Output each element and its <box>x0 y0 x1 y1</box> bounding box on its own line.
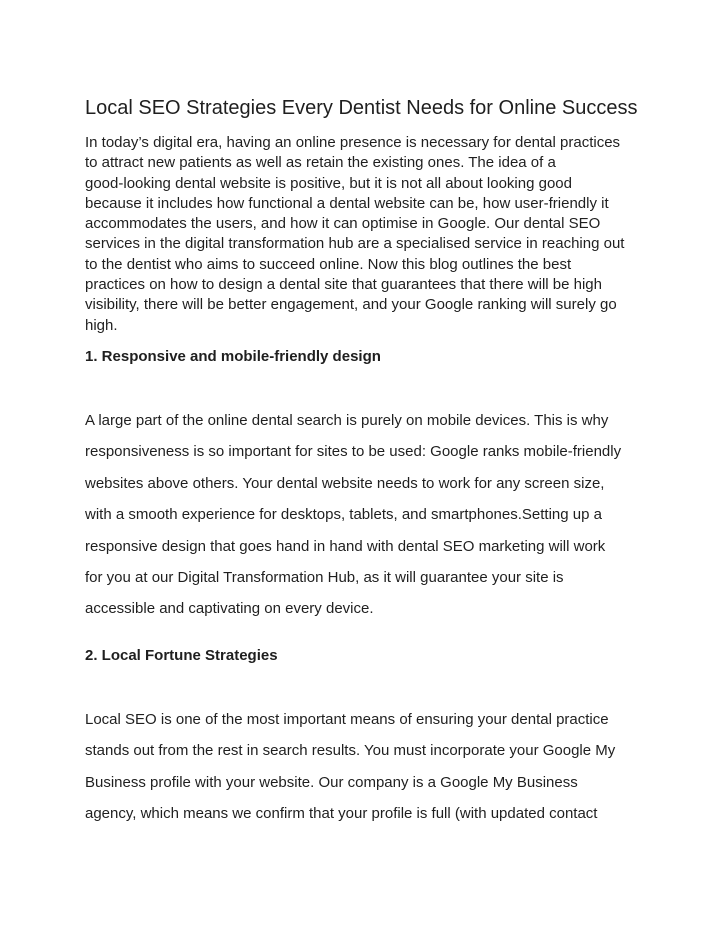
intro-line: visibility, there will be better engagement, and your Google ranking will surely go <box>85 296 617 314</box>
intro-paragraph <box>85 133 641 336</box>
intro-line: high. <box>85 316 118 334</box>
paragraph-line: A large part of the online dental search is purely on mobile devices. This is why <box>85 412 609 429</box>
section-paragraph-responsive-design <box>85 411 641 631</box>
intro-line: good-looking dental website is positive, but it is not all about looking good <box>85 174 572 192</box>
paragraph-line: agency, which means we confirm that your profile is full (with updated contact <box>85 805 598 823</box>
intro-line: In today’s digital era, having an online presence is necessary for dental practices <box>85 134 621 151</box>
paragraph-line: for you at our Digital Transformation Hub, as it will guarantee your site is <box>85 568 564 586</box>
paragraph-line: Local SEO is one of the most important means of ensuring your dental practice <box>85 711 609 728</box>
intro-line: accommodates the users, and how it can optimise in Google. Our dental SEO <box>85 215 601 233</box>
paragraph-line: responsiveness is so important for sites to be used: Google ranks mobile-friendly <box>85 443 622 461</box>
intro-line: services in the digital transformation hub are a specialised service in reaching out <box>85 235 625 253</box>
section-paragraph-local-strategies <box>85 710 641 836</box>
paragraph-line: websites above others. Your dental website needs to work for any screen size, <box>85 474 605 492</box>
section-heading-local-strategies: 2. Local Fortune Strategies <box>85 647 278 664</box>
intro-line: to attract new patients as well as retain the existing ones. The idea of a <box>85 154 556 172</box>
paragraph-line: stands out from the rest in search results. You must incorporate your Google My <box>85 742 616 760</box>
paragraph-line: responsive design that goes hand in hand with dental SEO marketing will work <box>85 537 606 555</box>
intro-line: practices on how to design a dental site that guarantees that there will be high <box>85 276 602 294</box>
paragraph-line: with a smooth experience for desktops, tablets, and smartphones.Setting up a <box>85 506 602 524</box>
paragraph-line: accessible and captivating on every device. <box>85 600 374 618</box>
section-heading-responsive-design: 1. Responsive and mobile-friendly design <box>85 348 381 365</box>
document-title: Local SEO Strategies Every Dentist Needs for Online Success <box>85 97 638 119</box>
intro-line: to the dentist who aims to succeed online. Now this blog outlines the best <box>85 255 572 273</box>
paragraph-line: Business profile with your website. Our company is a Google My Business <box>85 773 578 791</box>
intro-line: because it includes how functional a dental website can be, how user-friendly it <box>85 194 609 212</box>
